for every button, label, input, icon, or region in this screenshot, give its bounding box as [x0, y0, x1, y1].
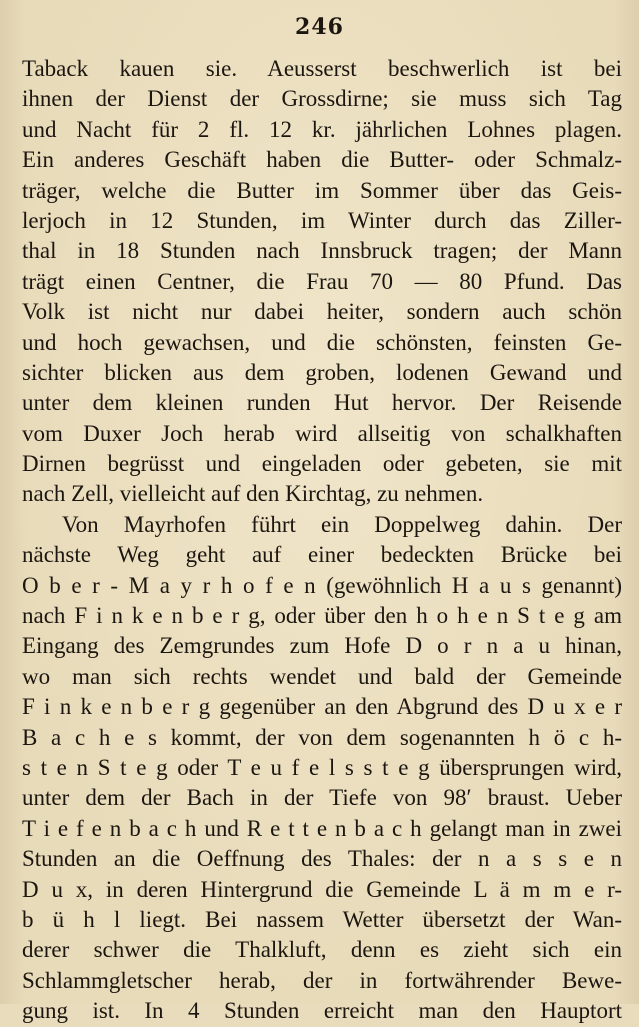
text-line: nächste Weg geht auf einer bedeckten Brücke bei — [22, 542, 622, 568]
text-line: D u x, in deren Hintergrund die Gemeinde L ä m m e r- — [22, 876, 622, 902]
text-line: wo man sich rechts wendet und bald der Gemeinde — [22, 663, 622, 689]
text-line: unter dem kleinen runden Hut hervor. Der Reisende — [22, 390, 622, 416]
text-line: nach F i n k e n b e r g, oder über den h o h e n S t e g am — [22, 603, 622, 629]
text-line: derer schwer die Thalkluft, denn es zieht sich ein — [22, 937, 622, 963]
text-line: Dirnen begrüsst und eingeladen oder gebeten, sie mit — [22, 451, 622, 477]
text-line: träger, welche die Butter im Sommer über das Geis- — [22, 177, 622, 203]
paragraph-start-line: Von Mayrhofen führt ein Doppelweg dahin. Der — [62, 511, 622, 537]
text-line: Volk ist nicht nur dabei heiter, sondern auch schön — [22, 299, 622, 325]
text-line: Eingang des Zemgrundes zum Hofe D o r n a u hinan, — [22, 633, 622, 659]
text-line: Schlammgletscher herab, der in fortwährender Bewe- — [22, 967, 622, 993]
text-line: O b e r - M a y r h o f e n (gewöhnlich H a u s genannt) — [22, 572, 622, 598]
text-line: sichter blicken aus dem groben, lodenen Gewand und — [22, 359, 622, 385]
text-line: s t e n S t e g oder T e u f e l s s t e g übersprungen wird, — [22, 754, 622, 780]
text-line: Stunden an die Oeffnung des Thales: der n a s s e n — [22, 846, 622, 872]
paragraph-end-line: nach Zell, vielleicht auf den Kirchtag, zu nehmen. — [22, 481, 484, 507]
text-line: thal in 18 Stunden nach Innsbruck tragen; der Mann — [22, 238, 622, 264]
text-line: und hoch gewachsen, und die schönsten, feinsten Ge- — [22, 329, 622, 355]
text-line: B a c h e s kommt, der von dem sogenannten h ö c h- — [22, 724, 622, 750]
text-line: T i e f e n b a c h und R e t t e n b a c h gelangt man in zwei — [22, 815, 622, 841]
text-line: F i n k e n b e r g gegenüber an den Abgrund des D u x e r — [22, 694, 622, 720]
body-text — [22, 54, 622, 1027]
text-line: vom Duxer Joch herab wird allseitig von schalkhaften — [22, 420, 622, 446]
page-number: 246 — [295, 14, 344, 40]
text-line: Ein anderes Geschäft haben die Butter- oder Schmalz- — [22, 147, 622, 173]
text-line: lerjoch in 12 Stunden, im Winter durch das Ziller- — [22, 207, 622, 233]
text-line: b ü h l liegt. Bei nassem Wetter übersetzt der Wan- — [22, 906, 622, 932]
text-line: gung ist. In 4 Stunden erreicht man den Hauptort — [22, 998, 622, 1024]
text-line: unter dem der Bach in der Tiefe von 98′ braust. Ueber — [22, 785, 622, 811]
text-line: und Nacht für 2 fl. 12 kr. jährlichen Lohnes plagen. — [22, 116, 622, 142]
text-line: ihnen der Dienst der Grossdirne; sie muss sich Tag — [22, 86, 622, 112]
text-line: trägt einen Centner, die Frau 70 — 80 Pfund. Das — [22, 268, 622, 294]
text-line: Taback kauen sie. Aeusserst beschwerlich ist bei — [22, 56, 622, 81]
